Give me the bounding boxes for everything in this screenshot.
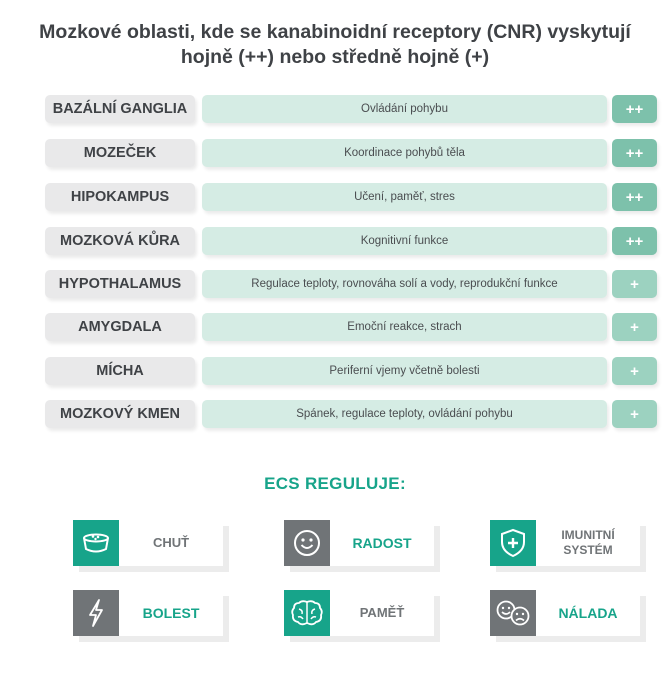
tile-label: NÁLADA <box>558 605 618 621</box>
table-row <box>45 400 657 430</box>
abundance-badge: + <box>612 313 657 341</box>
region-label: MOZEČEK <box>45 139 195 167</box>
region-label: HIPOKAMPUS <box>45 183 195 211</box>
abundance-badge: + <box>612 270 657 298</box>
region-label: MOZKOVÝ KMEN <box>45 400 195 428</box>
food-bowl-icon <box>73 520 119 566</box>
function-label: Kognitivní funkce <box>202 227 607 255</box>
function-label: Učení, paměť, stres <box>202 183 607 211</box>
region-label: HYPOTHALAMUS <box>45 270 195 298</box>
table-row <box>45 270 657 300</box>
tile-label: BOLEST <box>142 605 200 621</box>
tile-label-line-1: IMUNITNÍ <box>561 528 615 542</box>
happy-sad-faces-icon <box>490 590 536 636</box>
table-row <box>45 139 657 169</box>
region-label: MOZKOVÁ KŮRA <box>45 227 195 255</box>
ecs-tile-joy <box>284 520 440 568</box>
table-row <box>45 313 657 343</box>
ecs-tile-mood <box>490 590 646 638</box>
region-label: BAZÁLNÍ GANGLIA <box>45 95 195 123</box>
function-label: Ovládání pohybu <box>202 95 607 123</box>
title-line-2: hojně (++) nebo středně hojně (+) <box>180 46 490 68</box>
region-label: AMYGDALA <box>45 313 195 341</box>
ecs-tile-immune-system <box>490 520 646 568</box>
ecs-heading: ECS REGULUJE: <box>264 474 406 493</box>
table-row <box>45 357 657 387</box>
lightning-bolt-icon <box>73 590 119 636</box>
abundance-badge: + <box>612 357 657 385</box>
function-label: Emoční reakce, strach <box>202 313 607 341</box>
tile-label: PAMĚŤ <box>359 605 405 620</box>
tile-label: RADOST <box>352 535 412 551</box>
abundance-badge: ++ <box>612 183 657 211</box>
smiley-face-icon <box>284 520 330 566</box>
tile-label-line-2: SYSTÉM <box>563 543 613 557</box>
title-line-1: Mozkové oblasti, kde se kanabinoidní receptory (CNR) vyskytují <box>39 21 631 43</box>
table-row <box>45 183 657 213</box>
function-label: Koordinace pohybů těla <box>202 139 607 167</box>
region-label: MÍCHA <box>45 357 195 385</box>
abundance-badge: ++ <box>612 139 657 167</box>
abundance-badge: ++ <box>612 95 657 123</box>
abundance-badge: + <box>612 400 657 428</box>
function-label: Regulace teploty, rovnováha solí a vody, reprodukční funkce <box>202 270 607 298</box>
tile-label: CHUŤ <box>152 535 190 550</box>
ecs-tile-taste <box>73 520 229 568</box>
abundance-badge: ++ <box>612 227 657 255</box>
table-row <box>45 227 657 257</box>
shield-plus-icon <box>490 520 536 566</box>
function-label: Spánek, regulace teploty, ovládání pohybu <box>202 400 607 428</box>
ecs-tile-memory <box>284 590 440 638</box>
table-row <box>45 95 657 125</box>
ecs-tile-pain <box>73 590 229 638</box>
function-label: Periferní vjemy včetně bolesti <box>202 357 607 385</box>
tile-label <box>536 520 640 566</box>
page-title <box>0 20 670 70</box>
brain-icon <box>284 590 330 636</box>
